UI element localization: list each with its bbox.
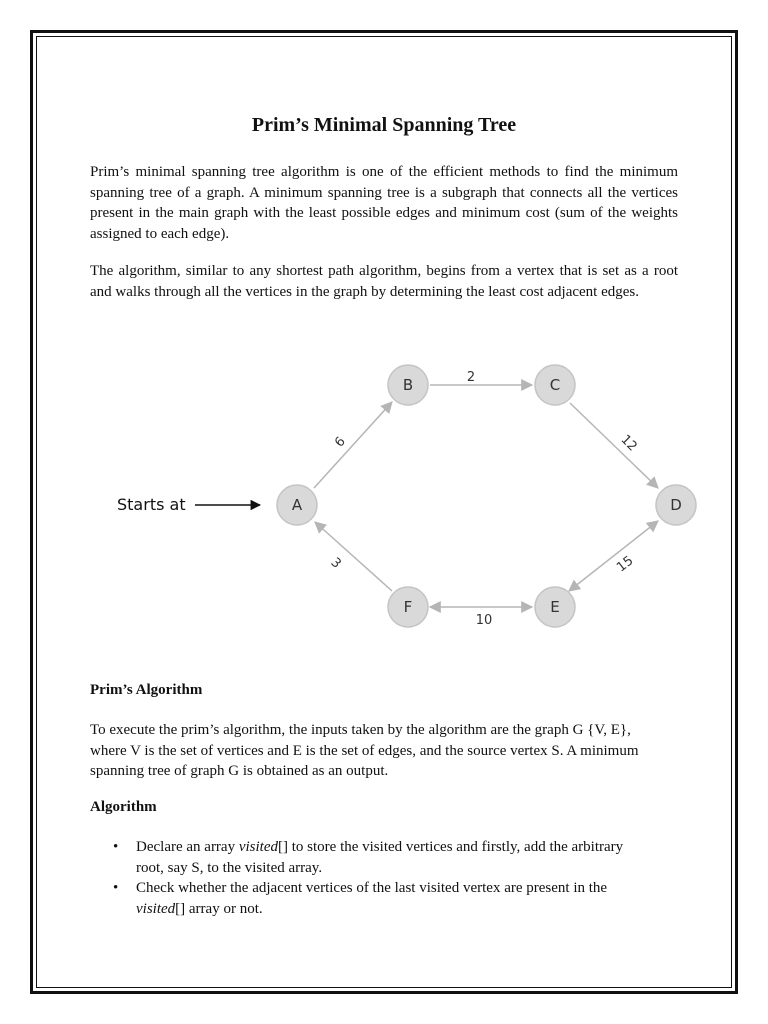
graph-diagram: [100, 355, 720, 645]
intro-paragraph-1: Prim’s minimal spanning tree algorithm is one of the efficient methods to find the minimum spanning tree of a graph. A minimum spanning tree is a subgraph that connects all the vertices present in the main graph with the least possible edges and minimum cost (sum of the weights assigned to each edge).: [90, 164, 678, 242]
edge-a-b: [314, 402, 392, 488]
node-e: [535, 587, 575, 627]
page-title: Prim’s Minimal Spanning Tree: [251, 114, 517, 136]
list-item: • Declare an array visited[] to store the visited vertices and firstly, add the arbitrary root, say S, to the visited array.: [90, 837, 650, 878]
node-label-c: C: [549, 376, 561, 394]
edge-label-c-d: 12: [617, 432, 640, 455]
node-label-d: D: [670, 496, 682, 514]
node-label-b: B: [402, 376, 414, 394]
edge-label-f-e: 10: [475, 613, 493, 628]
list-item: • Check whether the adjacent vertices of the last visited vertex are present in the visited[] array or not.: [90, 878, 650, 919]
algorithm-heading: Algorithm: [90, 799, 157, 815]
node-label-a: A: [291, 496, 303, 514]
node-d: [656, 485, 696, 525]
edge-f-a: [315, 522, 392, 591]
starts-at-label: Starts at: [117, 495, 186, 514]
node-a: [277, 485, 317, 525]
prims-algorithm-heading: Prim’s Algorithm: [90, 682, 203, 698]
edge-d-e: [569, 521, 658, 591]
edge-label-f-a: 3: [327, 555, 344, 572]
edge-c-d: [570, 403, 658, 488]
node-c: [535, 365, 575, 405]
edge-label-d-e: 15: [614, 553, 637, 576]
node-label-e: E: [550, 598, 560, 616]
prims-algorithm-paragraph: To execute the prim’s algorithm, the inputs taken by the algorithm are the graph G {V, E}, where V is the set of vertices and E is the set of edges, and the source vertex S. A minimum spanning tree of graph G is obtained as an output.: [90, 722, 639, 779]
edge-label-b-c: 2: [466, 370, 476, 385]
edge-label-a-b: 6: [332, 434, 349, 451]
node-label-f: F: [403, 598, 413, 616]
node-b: [388, 365, 428, 405]
intro-paragraph-2: The algorithm, similar to any shortest path algorithm, begins from a vertex that is set as a root and walks through all the vertices in the graph by determining the least cost adjacent edges.: [90, 263, 678, 300]
node-f: [388, 587, 428, 627]
algorithm-steps-list: [90, 837, 650, 919]
